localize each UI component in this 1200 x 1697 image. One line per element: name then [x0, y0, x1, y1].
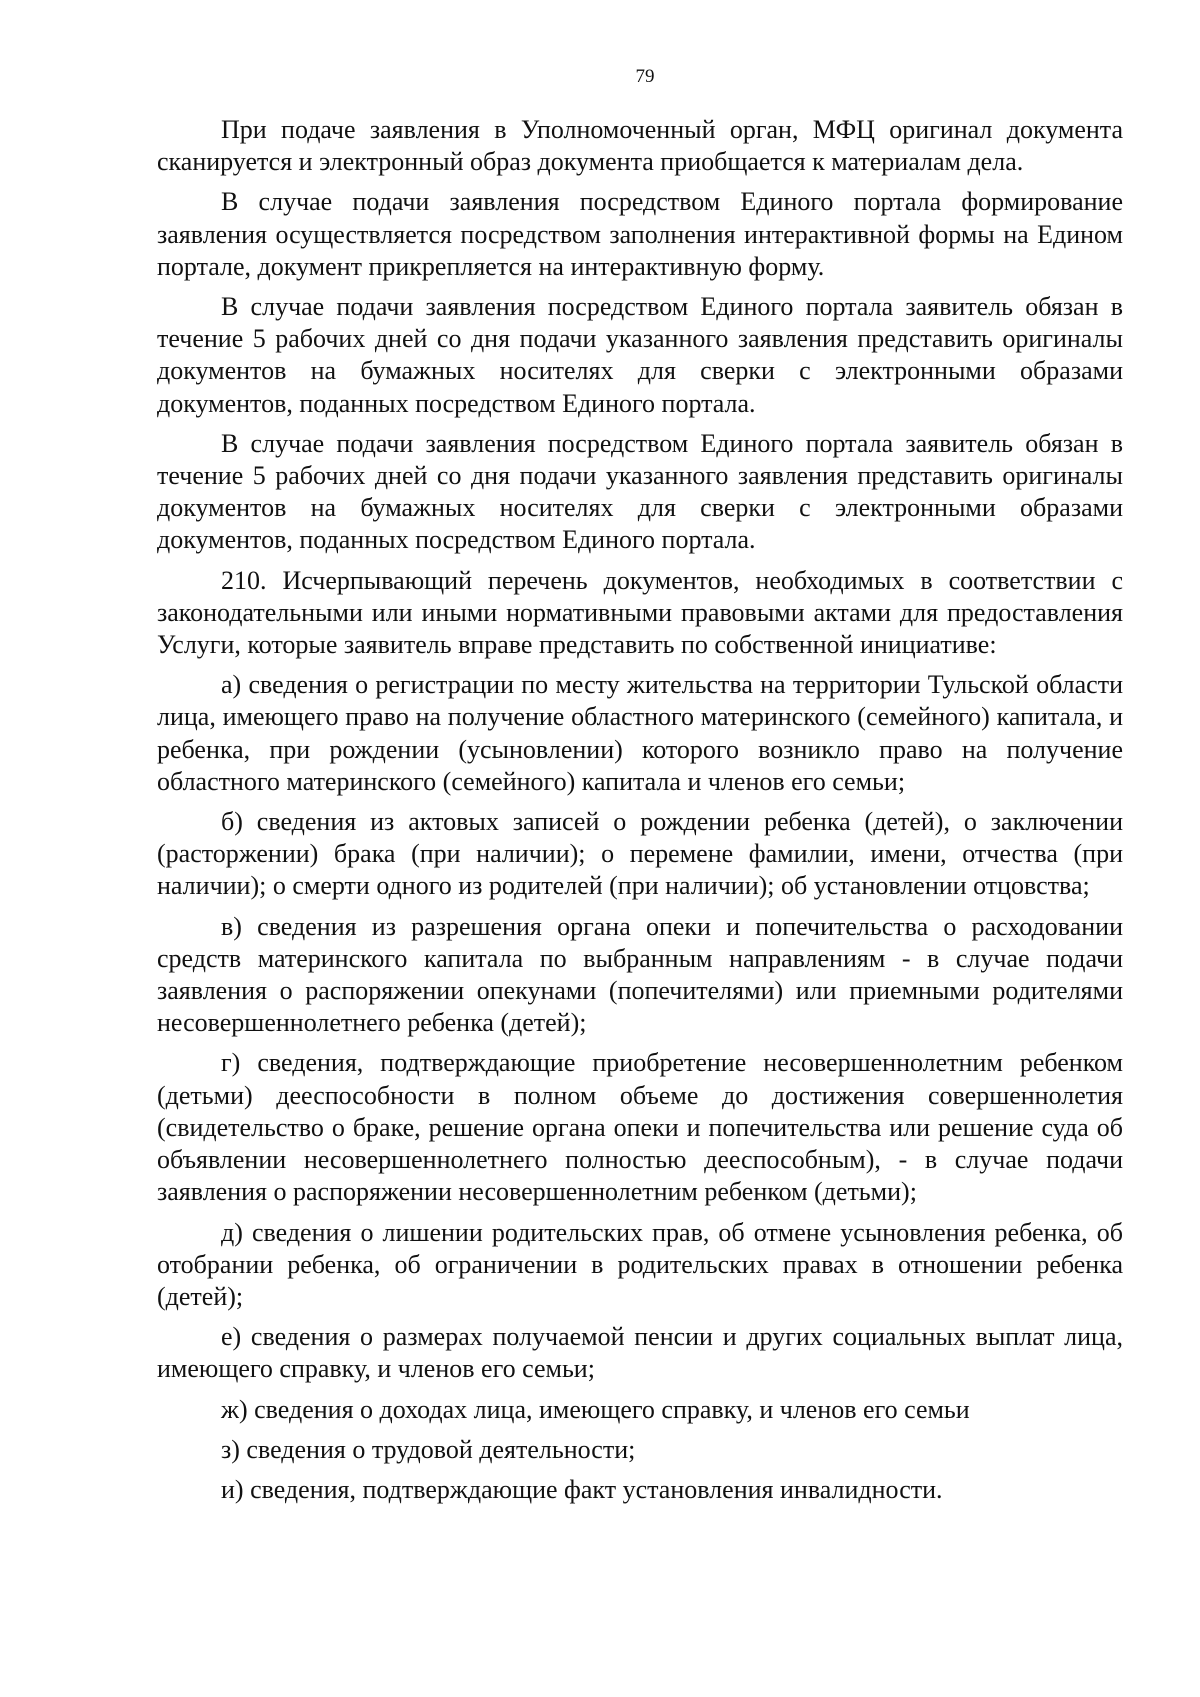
list-item-z: з) сведения о трудовой деятельности;: [221, 1434, 636, 1464]
list-item-g: г) сведения, подтверждающие приобретение несовершеннолетним ребенком (детьми) дееспособности в полном объеме до достижения совершеннолетия (свидетельство о браке, решение органа опеки и попечительства или решение суда об объявлении несовершеннолетнего полностью дееспособным), - в случае подачи заявления о распоряжении несовершеннолетним ребенком (детьми);: [157, 1048, 1123, 1207]
paragraph-portal-form: В случае подачи заявления посредством Единого портала формирование заявления осуществляется посредством заполнения интерактивной формы на Едином портале, документ прикрепляется на интерактивную форму.: [157, 187, 1123, 281]
paragraph-210-documents-list: 210. Исчерпывающий перечень документов, необходимых в соответствии с законодательными или иными нормативными правовыми актами для предоставления Услуги, которые заявитель вправе представить по собственной инициативе:: [157, 565, 1123, 660]
list-item-e: е) сведения о размерах получаемой пенсии и других социальных выплат лица, имеющего справку, и членов его семьи;: [157, 1322, 1123, 1384]
paragraph-portal-originals-2: В случае подачи заявления посредством Единого портала заявитель обязан в течение 5 рабочих дней со дня подачи указанного заявления представить оригиналы документов на бумажных носителях для сверки с электронными образами документов, поданных посредством Единого портала.: [157, 428, 1123, 555]
list-item-zh: ж) сведения о доходах лица, имеющего справку, и членов его семьи: [221, 1394, 970, 1424]
document-body: [157, 114, 1123, 1506]
list-item-b: б) сведения из актовых записей о рождении ребенка (детей), о заключении (расторжении) брака (при наличии); о перемене фамилии, имени, отчества (при наличии); о смерти одного из родителей (при наличии); об установлении отцовства;: [157, 807, 1123, 901]
list-item-v: в) сведения из разрешения органа опеки и попечительства о расходовании средств материнского капитала по выбранным направлениям - в случае подачи заявления о распоряжении опекунами (попечителями) или приемными родителями несовершеннолетнего ребенка (детей);: [157, 911, 1123, 1038]
page-number: 79: [635, 66, 655, 87]
list-item-a: а) сведения о регистрации по месту жительства на территории Тульской области лица, имеющего право на получение областного материнского (семейного) капитала, и ребенка, при рождении (усыновлении) которого возникло право на получение областного материнского (семейного) капитала и членов его семьи;: [157, 670, 1123, 796]
list-item-d: д) сведения о лишении родительских прав, об отмене усыновления ребенка, об отобрании ребенка, об ограничении в родительских правах в отношении ребенка (детей);: [157, 1217, 1123, 1311]
paragraph-scan-original: При подаче заявления в Уполномоченный орган, МФЦ оригинал документа сканируется и электронный образ документа приобщается к материалам дела.: [157, 115, 1123, 177]
paragraph-portal-originals-1: В случае подачи заявления посредством Единого портала заявитель обязан в течение 5 рабочих дней со дня подачи указанного заявления представить оригиналы документов на бумажных носителях для сверки с электронными образами документов, поданных посредством Единого портала.: [157, 292, 1123, 418]
list-item-i: и) сведения, подтверждающие факт установления инвалидности.: [221, 1474, 943, 1504]
